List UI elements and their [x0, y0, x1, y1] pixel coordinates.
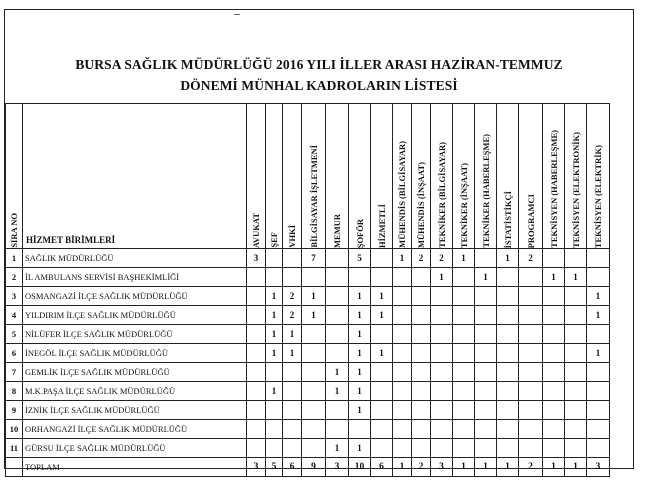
unit-name: İL AMBULANS SERVİSİ BAŞHEKİMLİĞİ: [23, 268, 247, 287]
vacancy-count: [302, 439, 326, 458]
vacancy-count: [393, 268, 412, 287]
table-row: [6, 344, 610, 363]
vacancy-count: [565, 344, 587, 363]
vacancy-count: [565, 401, 587, 420]
vacancy-count: [247, 401, 266, 420]
column-header: TEKNİKER (HABERLEŞME): [475, 104, 497, 249]
vacancy-count: [393, 306, 412, 325]
vacancy-count: 1: [453, 249, 475, 268]
vacancy-count: [543, 306, 565, 325]
vacancy-count: [543, 439, 565, 458]
vacancy-count: [497, 268, 519, 287]
table-row: [6, 306, 610, 325]
vacancy-count: [393, 325, 412, 344]
vacancy-count: [519, 287, 543, 306]
vacancy-count: [543, 325, 565, 344]
vacancy-count: [431, 382, 453, 401]
total-count: 2: [412, 458, 431, 477]
vacancy-count: 1: [349, 325, 371, 344]
row-number: 3: [6, 287, 23, 306]
unit-name: OSMANGAZİ İLÇE SAĞLIK MÜDÜRLÜĞÜ: [23, 287, 247, 306]
vacancy-count: [283, 363, 302, 382]
vacancy-count: [266, 363, 283, 382]
total-label: TOPLAM: [23, 458, 247, 477]
vacancy-count: [412, 268, 431, 287]
vacancy-count: 7: [302, 249, 326, 268]
vacancy-count: [565, 306, 587, 325]
vacancy-count: [326, 306, 349, 325]
vacancy-count: [393, 401, 412, 420]
column-header: TEKNİSYEN (ELEKTRİK): [587, 104, 610, 249]
vacancy-count: [543, 382, 565, 401]
vacancy-count: [302, 363, 326, 382]
vacancy-count: [349, 268, 371, 287]
table-row: [6, 268, 610, 287]
row-number: 11: [6, 439, 23, 458]
total-row: [6, 458, 610, 477]
vacancy-count: [453, 344, 475, 363]
vacancy-count: [587, 268, 610, 287]
vacancy-count: [497, 401, 519, 420]
vacancy-count: [371, 268, 393, 287]
vacancy-count: [475, 382, 497, 401]
vacancy-count: [247, 287, 266, 306]
total-count: 5: [266, 458, 283, 477]
vacancy-count: [412, 363, 431, 382]
total-count: 1: [497, 458, 519, 477]
vacancy-count: [283, 249, 302, 268]
vacancy-count: 1: [326, 439, 349, 458]
vacancy-count: [565, 325, 587, 344]
vacancy-count: 2: [431, 249, 453, 268]
vacancy-count: 2: [283, 306, 302, 325]
vacancy-count: [497, 420, 519, 439]
row-number: 2: [6, 268, 23, 287]
vacancy-count: [431, 401, 453, 420]
vacancy-count: [412, 401, 431, 420]
vacancy-count: [283, 420, 302, 439]
vacancy-count: 1: [349, 344, 371, 363]
vacancy-count: 1: [326, 363, 349, 382]
vacancy-count: [519, 344, 543, 363]
vacancy-count: 1: [302, 306, 326, 325]
column-header: BİLGİSAYAR İŞLETMENİ: [302, 104, 326, 249]
table-row: [6, 439, 610, 458]
vacancy-count: 2: [412, 249, 431, 268]
column-header: ŞOFÖR: [349, 104, 371, 249]
vacancy-count: 1: [326, 382, 349, 401]
vacancy-count: [475, 439, 497, 458]
vacancy-count: [371, 363, 393, 382]
vacancy-count: [453, 420, 475, 439]
vacancy-count: [266, 401, 283, 420]
total-count: 3: [431, 458, 453, 477]
vacancy-count: [497, 344, 519, 363]
vacancy-count: [475, 401, 497, 420]
units-header: HİZMET BİRİMLERİ: [23, 104, 247, 249]
sira-no-header: SIRA NO: [6, 104, 23, 249]
row-number: 1: [6, 249, 23, 268]
vacancy-count: [587, 249, 610, 268]
table-row: [6, 363, 610, 382]
vacancy-count: [371, 325, 393, 344]
row-number: 4: [6, 306, 23, 325]
unit-name: GÜRSU İLÇE SAĞLIK MÜDÜRLÜĞÜ: [23, 439, 247, 458]
table-row: [6, 420, 610, 439]
vacancy-count: [543, 420, 565, 439]
vacancy-count: 1: [475, 268, 497, 287]
vacancy-count: [247, 344, 266, 363]
vacancy-count: [326, 401, 349, 420]
total-count: 2: [519, 458, 543, 477]
vacancy-count: 5: [349, 249, 371, 268]
vacancy-count: [393, 344, 412, 363]
vacancy-count: [247, 325, 266, 344]
vacancy-count: [565, 382, 587, 401]
vacancy-count: [412, 325, 431, 344]
vacancy-count: 1: [349, 363, 371, 382]
total-count: 1: [453, 458, 475, 477]
vacancy-count: [453, 287, 475, 306]
vacancy-count: 1: [371, 344, 393, 363]
vacancy-count: [412, 382, 431, 401]
vacancy-count: [565, 363, 587, 382]
vacancy-count: [475, 287, 497, 306]
vacancy-count: 1: [371, 287, 393, 306]
column-header: VHKİ: [283, 104, 302, 249]
title-line-2: DÖNEMİ MÜNHAL KADROLARIN LİSTESİ: [180, 78, 458, 93]
vacancy-count: [247, 268, 266, 287]
vacancy-count: [247, 363, 266, 382]
vacancy-count: [519, 363, 543, 382]
vacancy-count: 3: [247, 249, 266, 268]
unit-name: İNEGÖL İLÇE SAĞLIK MÜDÜRLÜĞÜ: [23, 344, 247, 363]
vacancy-count: [393, 420, 412, 439]
vacancy-count: [453, 306, 475, 325]
vacancy-count: [302, 344, 326, 363]
column-header: ŞEF: [266, 104, 283, 249]
vacancy-count: [283, 268, 302, 287]
vacancy-count: [283, 382, 302, 401]
vacancy-count: 1: [266, 306, 283, 325]
vacancy-count: [587, 420, 610, 439]
vacancy-count: [587, 325, 610, 344]
vacancy-count: [543, 344, 565, 363]
vacancy-count: [349, 420, 371, 439]
vacancy-count: [371, 401, 393, 420]
vacancy-count: [371, 249, 393, 268]
row-number: 8: [6, 382, 23, 401]
table-row: [6, 382, 610, 401]
vacancy-count: [497, 325, 519, 344]
vacancy-count: 1: [587, 306, 610, 325]
unit-name: ORHANGAZİ İLÇE SAĞLIK MÜDÜRLÜĞÜ: [23, 420, 247, 439]
unit-name: SAĞLIK MÜDÜRLÜĞÜ: [23, 249, 247, 268]
row-number: 10: [6, 420, 23, 439]
total-number-cell: [6, 458, 23, 477]
row-number: 6: [6, 344, 23, 363]
total-count: 1: [393, 458, 412, 477]
vacancy-count: [587, 401, 610, 420]
vacancy-count: [519, 325, 543, 344]
vacancy-count: [453, 439, 475, 458]
vacancy-count: [431, 306, 453, 325]
vacancy-count: [519, 382, 543, 401]
row-number: 7: [6, 363, 23, 382]
table-row: [6, 287, 610, 306]
vacancy-count: [266, 420, 283, 439]
column-header: MEMUR: [326, 104, 349, 249]
vacancy-count: [497, 382, 519, 401]
vacancy-table: [5, 103, 610, 477]
vacancy-count: [565, 420, 587, 439]
vacancy-count: [326, 287, 349, 306]
vacancy-count: [393, 439, 412, 458]
vacancy-count: [302, 382, 326, 401]
vacancy-count: 1: [587, 344, 610, 363]
vacancy-count: [247, 306, 266, 325]
total-count: 10: [349, 458, 371, 477]
vacancy-count: [587, 363, 610, 382]
vacancy-count: [393, 287, 412, 306]
column-header: TEKNİSYEN (ELEKTRONİK): [565, 104, 587, 249]
vacancy-count: [412, 306, 431, 325]
vacancy-count: [543, 363, 565, 382]
vacancy-count: [453, 401, 475, 420]
document-frame: [4, 9, 634, 472]
column-header: AVUKAT: [247, 104, 266, 249]
total-count: 3: [326, 458, 349, 477]
column-header: TEKNİSYEN (HABERLEŞME): [543, 104, 565, 249]
vacancy-count: 1: [266, 344, 283, 363]
column-header: HİZMETLİ: [371, 104, 393, 249]
total-count: 3: [247, 458, 266, 477]
table-row: [6, 249, 610, 268]
vacancy-count: [475, 249, 497, 268]
vacancy-count: 1: [349, 401, 371, 420]
vacancy-count: [431, 287, 453, 306]
vacancy-count: [497, 306, 519, 325]
column-header: MÜHENDİS (İNŞAAT): [412, 104, 431, 249]
vacancy-count: 1: [543, 268, 565, 287]
vacancy-count: [543, 401, 565, 420]
vacancy-count: [587, 439, 610, 458]
vacancy-count: [247, 439, 266, 458]
vacancy-count: [475, 344, 497, 363]
vacancy-count: [266, 268, 283, 287]
vacancy-count: [412, 287, 431, 306]
vacancy-count: [519, 306, 543, 325]
total-count: 6: [371, 458, 393, 477]
table-row: [6, 401, 610, 420]
column-header: MÜHENDİS (BİLGİSAYAR): [393, 104, 412, 249]
vacancy-count: [431, 344, 453, 363]
vacancy-count: [371, 382, 393, 401]
vacancy-count: 2: [519, 249, 543, 268]
vacancy-count: 1: [349, 382, 371, 401]
vacancy-count: [302, 268, 326, 287]
vacancy-count: 1: [349, 306, 371, 325]
vacancy-count: [453, 268, 475, 287]
scan-mark: [234, 14, 240, 15]
vacancy-count: [543, 249, 565, 268]
vacancy-count: [326, 344, 349, 363]
total-count: 1: [475, 458, 497, 477]
vacancy-count: 1: [266, 382, 283, 401]
vacancy-count: [266, 439, 283, 458]
total-count: 1: [543, 458, 565, 477]
vacancy-count: [302, 325, 326, 344]
total-count: 9: [302, 458, 326, 477]
row-number: 5: [6, 325, 23, 344]
total-count: 1: [565, 458, 587, 477]
vacancy-count: [431, 325, 453, 344]
vacancy-count: [247, 420, 266, 439]
unit-name: GEMLİK İLÇE SAĞLIK MÜDÜRLÜĞÜ: [23, 363, 247, 382]
vacancy-count: [565, 287, 587, 306]
vacancy-count: 1: [266, 287, 283, 306]
vacancy-count: [326, 249, 349, 268]
vacancy-count: [565, 439, 587, 458]
unit-name: İZNİK İLÇE SAĞLIK MÜDÜRLÜĞÜ: [23, 401, 247, 420]
vacancy-count: 1: [393, 249, 412, 268]
vacancy-count: [565, 249, 587, 268]
vacancy-count: [519, 401, 543, 420]
vacancy-count: [431, 420, 453, 439]
vacancy-count: 1: [266, 325, 283, 344]
header-row: [6, 104, 610, 249]
column-header: İSTATİSTİKÇİ: [497, 104, 519, 249]
vacancy-count: [475, 363, 497, 382]
vacancy-count: [519, 439, 543, 458]
unit-name: NİLÜFER İLÇE SAĞLIK MÜDÜRLÜĞÜ: [23, 325, 247, 344]
vacancy-count: [431, 439, 453, 458]
vacancy-count: 1: [431, 268, 453, 287]
vacancy-count: 1: [283, 344, 302, 363]
vacancy-count: 2: [283, 287, 302, 306]
row-number: 9: [6, 401, 23, 420]
vacancy-count: [412, 420, 431, 439]
vacancy-count: [326, 325, 349, 344]
vacancy-count: [453, 382, 475, 401]
vacancy-count: [587, 382, 610, 401]
vacancy-count: [302, 401, 326, 420]
vacancy-count: [431, 363, 453, 382]
vacancy-count: 1: [587, 287, 610, 306]
vacancy-count: [393, 363, 412, 382]
vacancy-count: [266, 249, 283, 268]
vacancy-count: 1: [371, 306, 393, 325]
document-title: [5, 54, 633, 96]
vacancy-count: [412, 344, 431, 363]
vacancy-count: [475, 306, 497, 325]
vacancy-count: [453, 325, 475, 344]
vacancy-count: [283, 401, 302, 420]
vacancy-count: [412, 439, 431, 458]
vacancy-count: [371, 439, 393, 458]
total-count: 3: [587, 458, 610, 477]
vacancy-count: [326, 420, 349, 439]
vacancy-count: [475, 420, 497, 439]
vacancy-count: [497, 439, 519, 458]
vacancy-count: [497, 287, 519, 306]
unit-name: YILDIRIM İLÇE SAĞLIK MÜDÜRLÜĞÜ: [23, 306, 247, 325]
vacancy-count: 1: [302, 287, 326, 306]
vacancy-count: 1: [349, 439, 371, 458]
column-header: TEKNİKER (BİLGİSAYAR): [431, 104, 453, 249]
column-header: PROGRAMCI: [519, 104, 543, 249]
vacancy-count: [519, 420, 543, 439]
total-count: 6: [283, 458, 302, 477]
vacancy-count: [371, 420, 393, 439]
column-header: TEKNİKER (İNŞAAT): [453, 104, 475, 249]
vacancy-count: [247, 382, 266, 401]
vacancy-count: 1: [497, 249, 519, 268]
vacancy-count: 1: [349, 287, 371, 306]
vacancy-count: [302, 420, 326, 439]
vacancy-count: [453, 363, 475, 382]
vacancy-count: [326, 268, 349, 287]
vacancy-count: [475, 325, 497, 344]
vacancy-count: [497, 363, 519, 382]
table-row: [6, 325, 610, 344]
vacancy-count: [393, 382, 412, 401]
title-line-1: BURSA SAĞLIK MÜDÜRLÜĞÜ 2016 YILI İLLER ARASI HAZİRAN-TEMMUZ: [75, 57, 563, 72]
vacancy-count: 1: [283, 325, 302, 344]
vacancy-count: 1: [565, 268, 587, 287]
unit-name: M.K.PAŞA İLÇE SAĞLIK MÜDÜRLÜĞÜ: [23, 382, 247, 401]
vacancy-count: [519, 268, 543, 287]
vacancy-count: [543, 287, 565, 306]
vacancy-count: [283, 439, 302, 458]
